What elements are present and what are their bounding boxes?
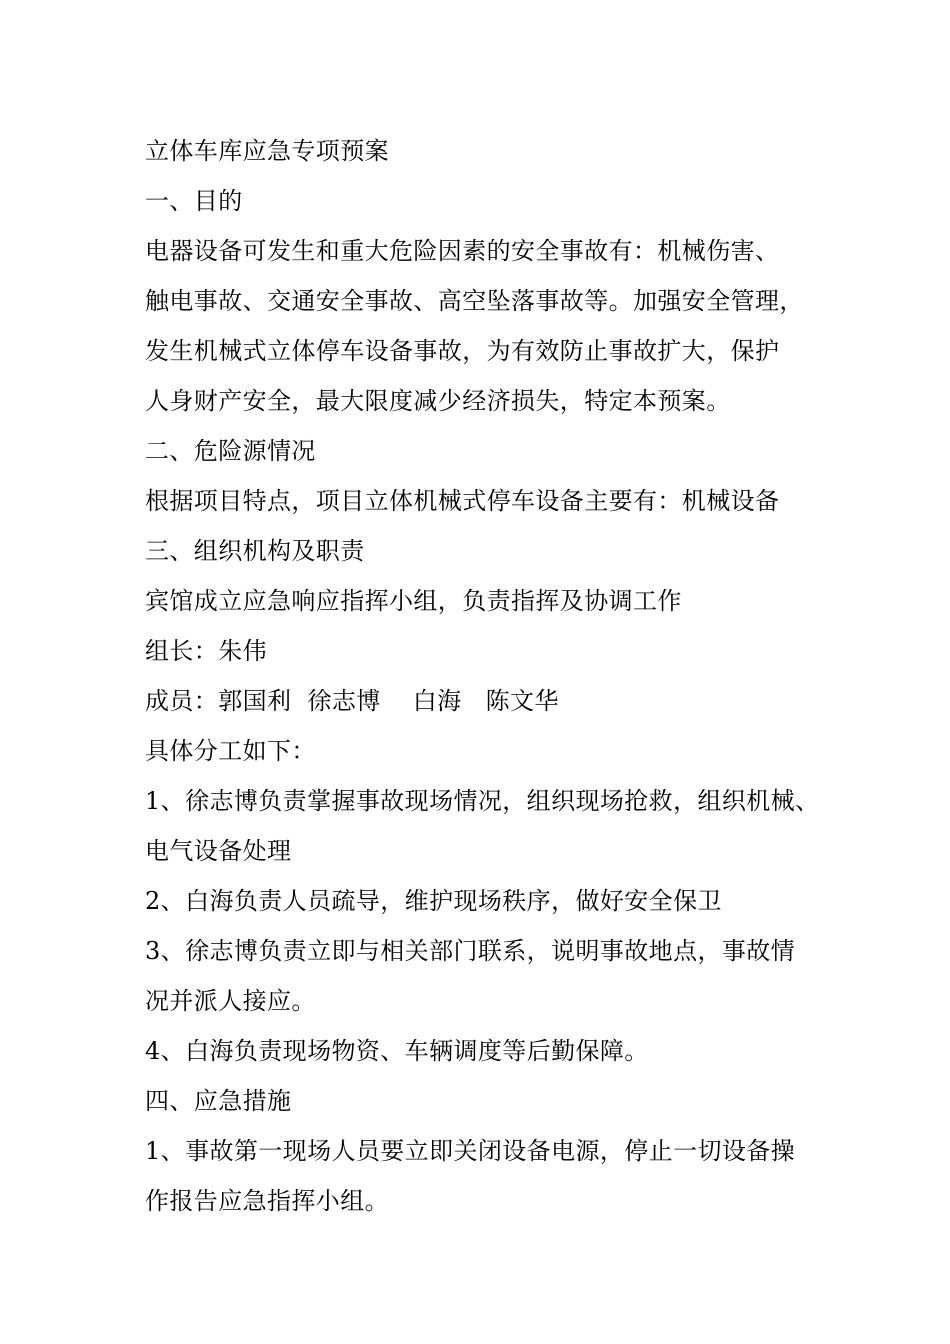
list-item: 4、白海负责现场物资、车辆调度等后勤保障。	[145, 1037, 649, 1065]
list-item-continuation: 电气设备处理	[145, 837, 292, 865]
paragraph-line: 具体分工如下：	[145, 737, 316, 765]
document-title: 立体车库应急专项预案	[145, 137, 389, 165]
paragraph-line: 人身财产安全，最大限度减少经济损失，特定本预案。	[145, 387, 731, 415]
paragraph-line: 触电事故、交通安全事故、高空坠落事故等。加强安全管理，	[145, 287, 804, 315]
list-item: 2、白海负责人员疏导，维护现场秩序，做好安全保卫	[145, 887, 722, 915]
paragraph-line: 发生机械式立体停车设备事故，为有效防止事故扩大，保护	[145, 337, 780, 365]
list-item-continuation: 作报告应急指挥小组。	[145, 1187, 389, 1215]
list-item: 3、徐志博负责立即与相关部门联系，说明事故地点，事故情	[145, 937, 796, 965]
section-heading-purpose: 一、目的	[145, 187, 243, 215]
paragraph-line: 根据项目特点，项目立体机械式停车设备主要有：机械设备	[145, 487, 780, 515]
document-body	[145, 126, 820, 1226]
list-item: 1、事故第一现场人员要立即关闭设备电源，停止一切设备操	[145, 1137, 796, 1165]
section-heading-organization: 三、组织机构及职责	[145, 537, 365, 565]
paragraph-line: 电器设备可发生和重大危险因素的安全事故有：机械伤害、	[145, 237, 780, 265]
team-leader-line: 组长：朱伟	[145, 637, 267, 665]
list-item: 1、徐志博负责掌握事故现场情况，组织现场抢救，组织机械、	[145, 787, 820, 815]
team-members-line: 成员：郭国利 徐志博 白海 陈文华	[145, 687, 559, 715]
list-item-continuation: 况并派人接应。	[145, 987, 316, 1015]
paragraph-line: 宾馆成立应急响应指挥小组，负责指挥及协调工作	[145, 587, 682, 615]
section-heading-hazards: 二、危险源情况	[145, 437, 316, 465]
section-heading-measures: 四、应急措施	[145, 1087, 292, 1115]
